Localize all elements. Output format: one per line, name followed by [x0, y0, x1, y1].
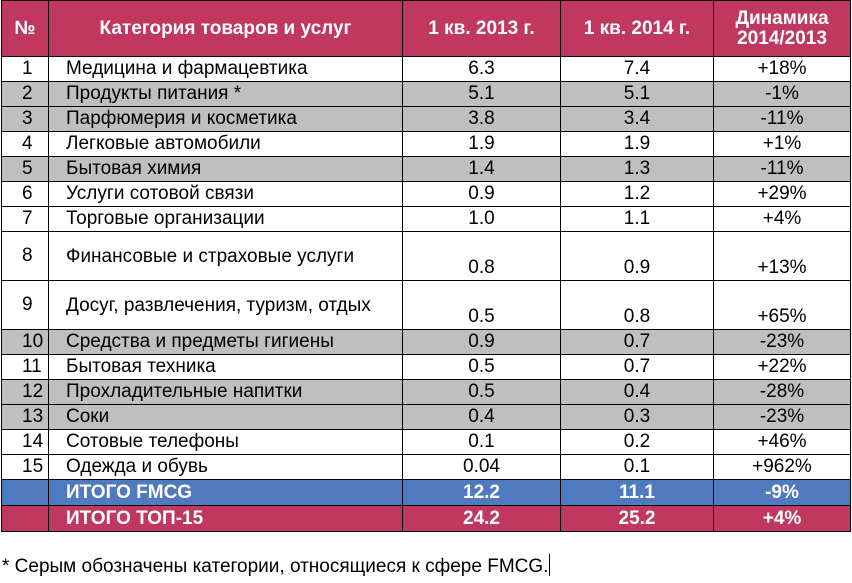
row-num: 11 — [2, 355, 49, 380]
table-row — [2, 330, 851, 355]
header-category: Категория товаров и услуг — [49, 1, 403, 57]
total-fmcg-num — [2, 480, 49, 506]
row-num: 13 — [2, 405, 49, 430]
row-q2014: 0.9 — [561, 232, 714, 281]
text-cursor — [549, 554, 550, 576]
total-fmcg-dynamics: -9% — [714, 480, 851, 506]
row-q2013: 6.3 — [403, 57, 561, 82]
row-q2014: 0.1 — [561, 455, 714, 480]
table-header-row — [2, 1, 851, 57]
total-top15-q2014: 25.2 — [561, 506, 714, 532]
row-category: Легковые автомобили — [49, 132, 403, 157]
row-category: Одежда и обувь — [49, 455, 403, 480]
total-top15-dynamics: +4% — [714, 506, 851, 532]
row-q2014: 0.8 — [561, 281, 714, 330]
row-num: 6 — [2, 182, 49, 207]
footnote-text: * Серым обозначены категории, относящиеся к сфере FMCG. — [2, 556, 549, 577]
row-dynamics: -11% — [714, 157, 851, 182]
row-category: Услуги сотовой связи — [49, 182, 403, 207]
header-num: № — [2, 1, 49, 57]
row-num: 7 — [2, 207, 49, 232]
table-row — [2, 281, 851, 330]
row-q2014: 0.7 — [561, 355, 714, 380]
row-q2013: 5.1 — [403, 82, 561, 107]
row-category: Парфюмерия и косметика — [49, 107, 403, 132]
row-category: Прохладительные напитки — [49, 380, 403, 405]
total-fmcg-label: ИТОГО FMCG — [49, 480, 403, 506]
row-num: 3 — [2, 107, 49, 132]
header-q2013: 1 кв. 2013 г. — [403, 1, 561, 57]
table-row — [2, 207, 851, 232]
row-num: 1 — [2, 57, 49, 82]
table-row — [2, 355, 851, 380]
row-q2013: 0.5 — [403, 355, 561, 380]
row-q2013: 0.8 — [403, 232, 561, 281]
table-row — [2, 380, 851, 405]
row-num: 9 — [2, 281, 49, 330]
row-dynamics: -1% — [714, 82, 851, 107]
row-dynamics: +29% — [714, 182, 851, 207]
row-dynamics: +18% — [714, 57, 851, 82]
row-dynamics: +1% — [714, 132, 851, 157]
row-dynamics: +962% — [714, 455, 851, 480]
total-fmcg-q2014: 11.1 — [561, 480, 714, 506]
row-q2013: 1.9 — [403, 132, 561, 157]
table-row — [2, 182, 851, 207]
row-q2014: 0.3 — [561, 405, 714, 430]
row-q2013: 0.9 — [403, 182, 561, 207]
row-dynamics: +22% — [714, 355, 851, 380]
row-category: Сотовые телефоны — [49, 430, 403, 455]
row-q2014: 1.1 — [561, 207, 714, 232]
row-category: Досуг, развлечения, туризм, отдых — [49, 281, 403, 330]
row-q2014: 0.7 — [561, 330, 714, 355]
row-category: Бытовая техника — [49, 355, 403, 380]
row-q2014: 7.4 — [561, 57, 714, 82]
row-dynamics: +65% — [714, 281, 851, 330]
row-q2014: 3.4 — [561, 107, 714, 132]
header-dynamics: Динамика 2014/2013 — [714, 1, 851, 57]
row-num: 8 — [2, 232, 49, 281]
row-num: 15 — [2, 455, 49, 480]
row-category: Финансовые и страховые услуги — [49, 232, 403, 281]
table-row — [2, 57, 851, 82]
row-q2014: 0.4 — [561, 380, 714, 405]
row-num: 2 — [2, 82, 49, 107]
row-num: 14 — [2, 430, 49, 455]
row-q2014: 1.3 — [561, 157, 714, 182]
row-dynamics: +46% — [714, 430, 851, 455]
row-q2014: 1.2 — [561, 182, 714, 207]
footnote — [2, 554, 550, 578]
row-q2013: 0.5 — [403, 380, 561, 405]
row-dynamics: -23% — [714, 405, 851, 430]
row-category: Торговые организации — [49, 207, 403, 232]
total-top15-row — [2, 506, 851, 532]
row-dynamics: +4% — [714, 207, 851, 232]
row-q2014: 0.2 — [561, 430, 714, 455]
row-q2013: 1.0 — [403, 207, 561, 232]
row-dynamics: -23% — [714, 330, 851, 355]
row-category: Продукты питания * — [49, 82, 403, 107]
row-q2013: 0.5 — [403, 281, 561, 330]
total-fmcg-q2013: 12.2 — [403, 480, 561, 506]
total-top15-label: ИТОГО ТОП-15 — [49, 506, 403, 532]
row-q2013: 1.4 — [403, 157, 561, 182]
row-q2013: 3.8 — [403, 107, 561, 132]
row-num: 12 — [2, 380, 49, 405]
row-dynamics: +13% — [714, 232, 851, 281]
table-row — [2, 430, 851, 455]
row-q2014: 5.1 — [561, 82, 714, 107]
total-top15-q2013: 24.2 — [403, 506, 561, 532]
row-dynamics: -11% — [714, 107, 851, 132]
category-table — [1, 0, 851, 532]
table-row — [2, 107, 851, 132]
row-dynamics: -28% — [714, 380, 851, 405]
row-category: Медицина и фармацевтика — [49, 57, 403, 82]
row-num: 4 — [2, 132, 49, 157]
row-category: Соки — [49, 405, 403, 430]
table-row — [2, 132, 851, 157]
row-q2013: 0.4 — [403, 405, 561, 430]
row-category: Бытовая химия — [49, 157, 403, 182]
table-row — [2, 82, 851, 107]
table-row — [2, 405, 851, 430]
row-num: 5 — [2, 157, 49, 182]
row-category: Средства и предметы гигиены — [49, 330, 403, 355]
row-num: 10 — [2, 330, 49, 355]
table-row — [2, 455, 851, 480]
total-top15-num — [2, 506, 49, 532]
table-row — [2, 232, 851, 281]
table-row — [2, 157, 851, 182]
header-q2014: 1 кв. 2014 г. — [561, 1, 714, 57]
row-q2014: 1.9 — [561, 132, 714, 157]
row-q2013: 0.9 — [403, 330, 561, 355]
total-fmcg-row — [2, 480, 851, 506]
row-q2013: 0.1 — [403, 430, 561, 455]
row-q2013: 0.04 — [403, 455, 561, 480]
